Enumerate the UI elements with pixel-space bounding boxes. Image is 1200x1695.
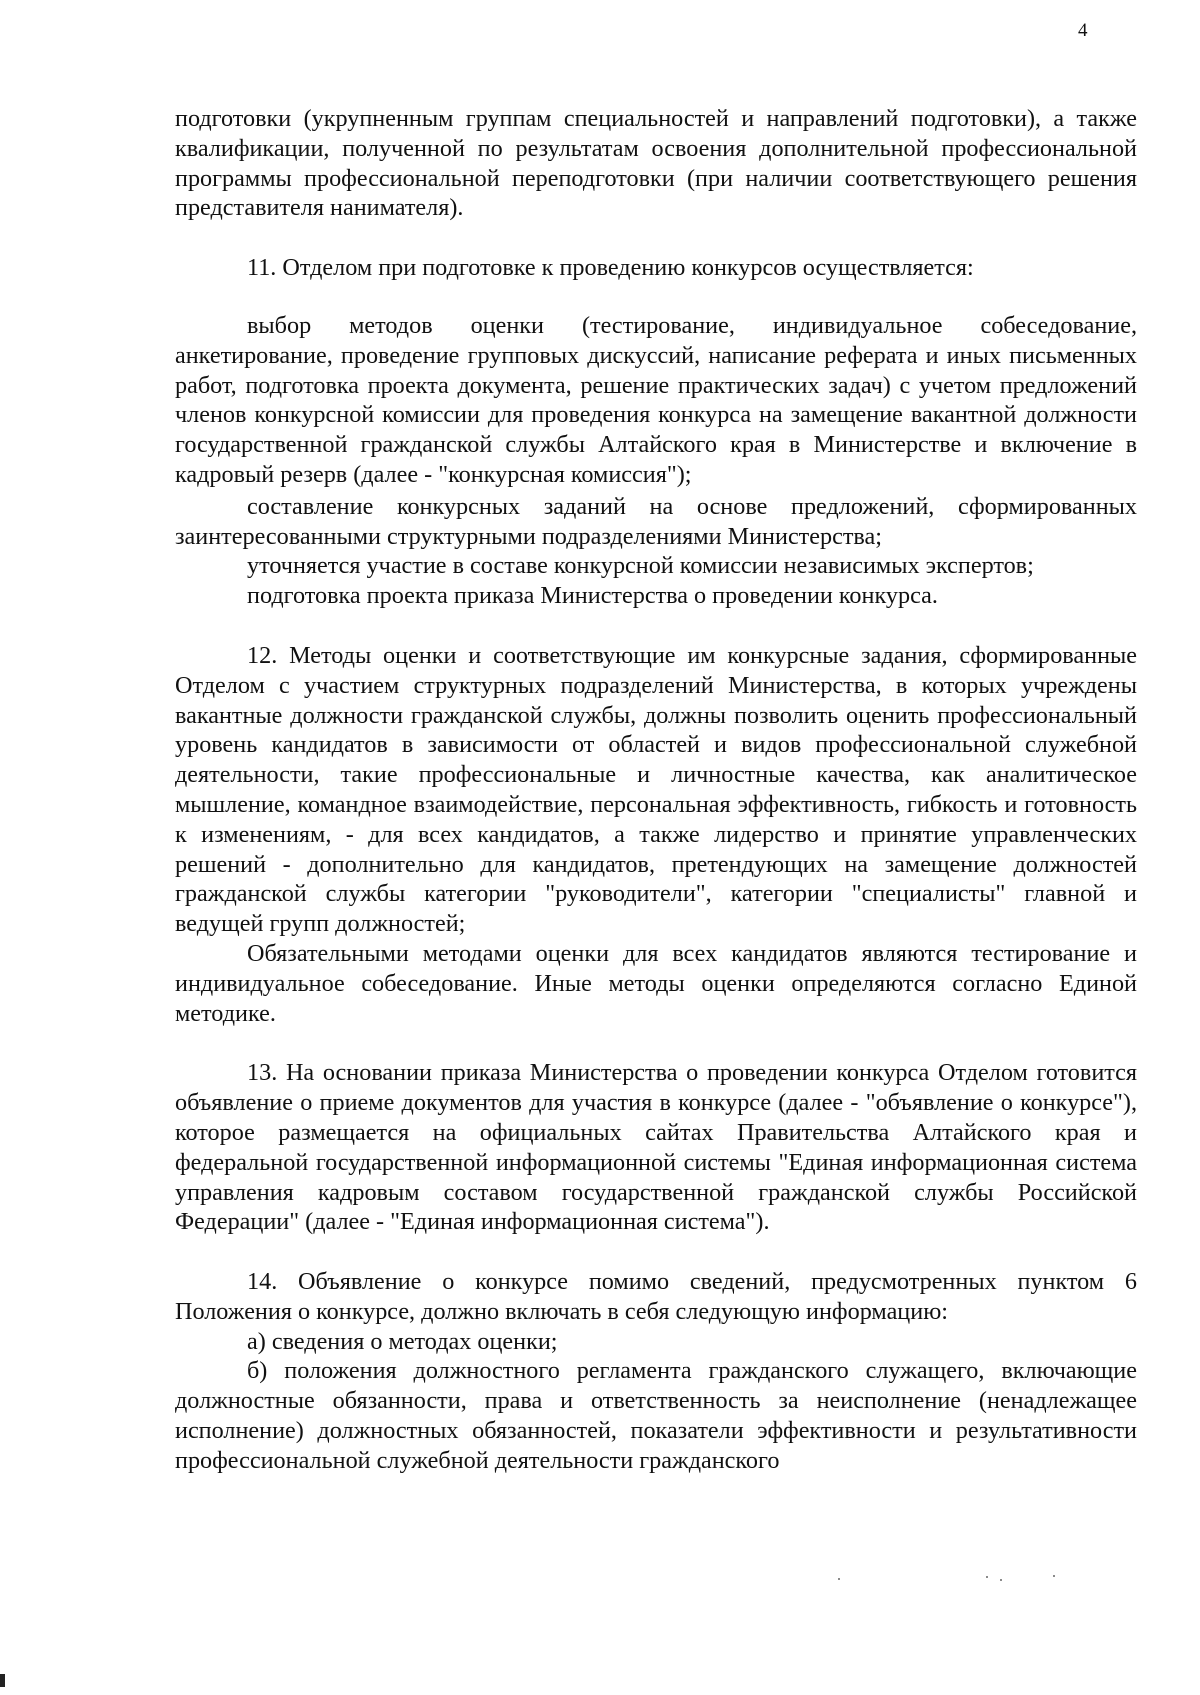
scan-speck	[986, 1576, 988, 1578]
paragraph-11-intro: 11. Отделом при подготовке к проведению конкурсов осуществляется:	[247, 254, 974, 282]
paragraph-continuation: подготовки (укрупненным группам специальностей и направлений подготовки), а также квалификации, полученной по результатам освоения дополнительной профессиональной программы профессиональной переподготовки (при наличии соответствующего решения представителя нанимателя).	[175, 105, 1137, 222]
paragraph-13: 13. На основании приказа Министерства о проведении конкурса Отделом готовится объявление о приеме документов для участия в конкурсе (далее - "объявление о конкурсе"), которое размещается на официальных сайтах Правительства Алтайского края и федеральной государственной информационной системы "Единая информационная система управления кадровым составом государственной гражданской службы Российской Федерации" (далее - "Единая информационная система").	[175, 1059, 1137, 1236]
scan-edge-mark	[0, 1674, 5, 1687]
paragraph-14: 14. Объявление о конкурсе помимо сведений, предусмотренных пунктом 6 Положения о конкурсе, должно включать в себя следующую информацию:	[175, 1268, 1137, 1325]
paragraph-14-a: а) сведения о методах оценки;	[247, 1327, 558, 1355]
paragraph-experts: уточняется участие в составе конкурсной комиссии независимых экспертов;	[247, 552, 1034, 580]
paragraph-order-draft: подготовка проекта приказа Министерства о проведении конкурса.	[247, 582, 938, 610]
page-number: 4	[1078, 20, 1088, 41]
paragraph-12-mandatory-methods: Обязательными методами оценки для всех кандидатов являются тестирование и индивидуальное собеседование. Иные методы оценки определяются согласно Единой методике.	[175, 939, 1137, 1027]
scan-speck	[1053, 1575, 1055, 1577]
paragraph-tasks-compilation: составление конкурсных заданий на основе предложений, сформированных заинтересованными структурными подразделениями Министерства;	[175, 492, 1137, 550]
scan-speck	[1000, 1579, 1002, 1581]
paragraph-methods-selection: выбор методов оценки (тестирование, индивидуальное собеседование, анкетирование, проведение групповых дискуссий, написание реферата и иных письменных работ, подготовка проекта документа, решение практических задач) с учетом предложений членов конкурсной комиссии для проведения конкурса на замещение вакантной должности государственной гражданской службы Алтайского края в Министерстве и включение в кадровый резерв (далее - "конкурсная комиссия");	[175, 311, 1137, 488]
scan-speck	[838, 1578, 840, 1580]
paragraph-14-b: б) положения должностного регламента гражданского служащего, включающие должностные обязанности, права и ответственность за неисполнение (ненадлежащее исполнение) должностных обязанностей, показатели эффективности и результативности профессиональной служебной деятельности гражданского	[175, 1357, 1137, 1474]
document-body	[175, 104, 1137, 1476]
paragraph-12: 12. Методы оценки и соответствующие им конкурсные задания, сформированные Отделом с участием структурных подразделений Министерства, в которых учреждены вакантные должности гражданской службы, должны позволить оценить профессиональный уровень кандидатов в зависимости от областей и видов профессиональной служебной деятельности, такие профессиональные и личностные качества, как аналитическое мышление, командное взаимодействие, персональная эффективность, гибкость и готовность к изменениям, - для всех кандидатов, а также лидерство и принятие управленческих решений - дополнительно для кандидатов, претендующих на замещение должностей гражданской службы категории "руководители", категории "специалисты" главной и ведущей групп должностей;	[175, 641, 1137, 938]
